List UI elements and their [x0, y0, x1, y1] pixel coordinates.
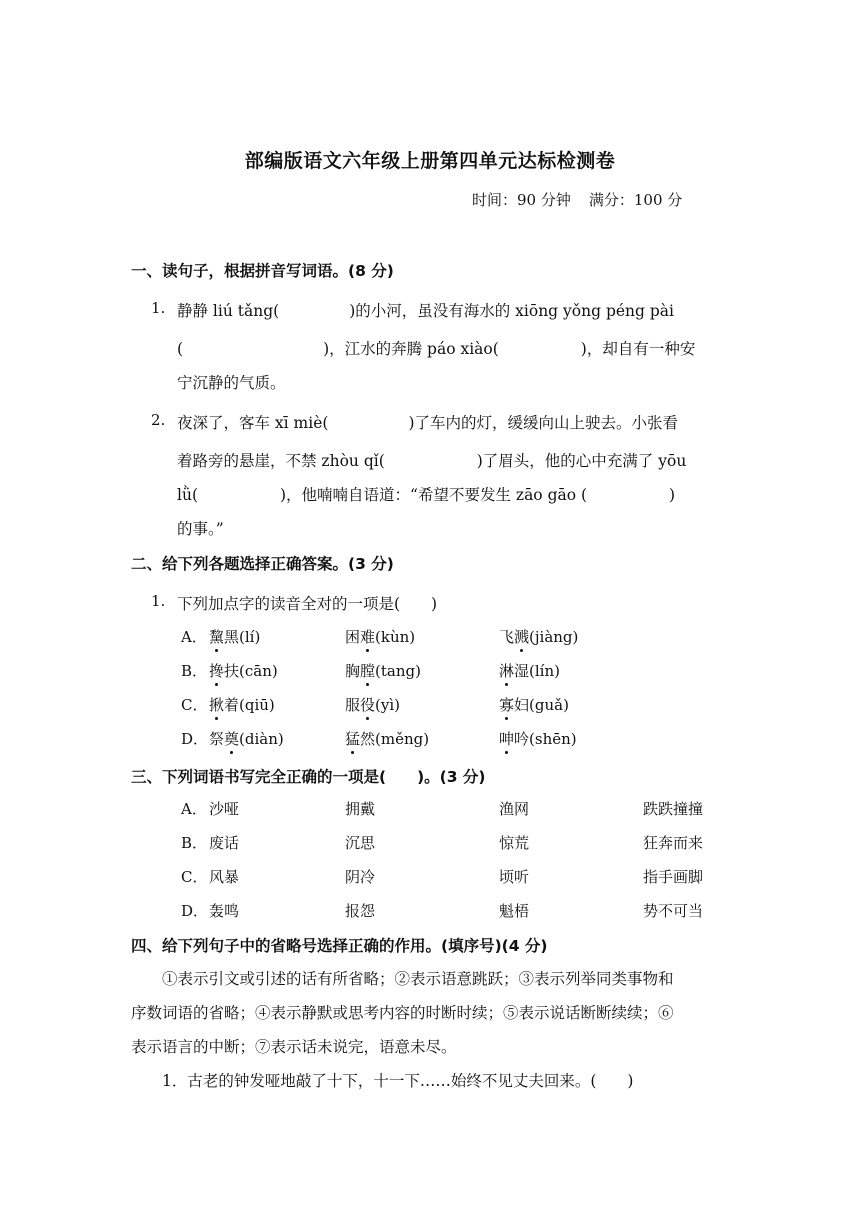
- section-4-heading: 四、给下列句子中的省略号选择正确的作用。(填序号)(4 分): [131, 937, 548, 955]
- option-word-4: 狂奔而来: [643, 834, 704, 852]
- s2-option-b[interactable]: [181, 660, 741, 684]
- section-1-heading: 一、读句子，根据拼音写词语。(8 分): [131, 262, 394, 280]
- s1-q2-line-3: lǜ( )，他喃喃自语道：“希望不要发生 zāo gāo ( ): [177, 486, 676, 504]
- s1-q1-line-2: ( )，江水的奔腾 páo xiào( )，却自有一种安: [177, 340, 696, 358]
- emphasis-dot-char: 揪: [209, 696, 225, 714]
- option-word-2: 困难(kùn): [345, 628, 416, 646]
- s1-q2-line-1: 夜深了，客车 xī miè( )了车内的灯，缓缓向山上驶去。小张看: [177, 414, 678, 432]
- s1-q1-line-1: 静静 liú tǎng( )的小河，虽没有海水的 xiōng yǒng péng pài: [177, 302, 674, 320]
- exam-meta: [472, 189, 682, 210]
- s1-q2-number: 2.: [151, 411, 166, 429]
- option-word-1: 祭奠(diàn): [209, 730, 284, 748]
- option-word-1: 黧黑(lí): [209, 628, 261, 646]
- s4-q1: 1．古老的钟发哑地敲了十下，十一下……始终不见丈夫回来。( ): [162, 1072, 634, 1090]
- option-word-1: 风暴: [209, 868, 240, 886]
- option-label: C．: [181, 868, 208, 886]
- option-word-3: 寡妇(guǎ): [499, 696, 569, 714]
- full-score: 满分：100 分: [588, 191, 683, 209]
- page-title: 部编版语文六年级上册第四单元达标检测卷: [244, 150, 616, 172]
- s2-option-c[interactable]: [181, 694, 741, 718]
- emphasis-dot-char: 淋: [499, 662, 515, 680]
- s3-option-c[interactable]: [181, 866, 741, 890]
- option-word-3: 顷听: [499, 868, 530, 886]
- s2-q1-number: 1.: [151, 592, 166, 610]
- option-word-1: 废话: [209, 834, 240, 852]
- option-label: A．: [181, 800, 207, 818]
- option-label: D．: [181, 902, 209, 920]
- option-word-3: 魁梧: [499, 902, 530, 920]
- emphasis-dot-char: 役: [360, 696, 376, 714]
- option-word-4: 指手画脚: [643, 868, 704, 886]
- emphasis-dot-char: 猛: [345, 730, 361, 748]
- option-word-2: 胸膛(tang): [345, 662, 421, 680]
- emphasis-dot-char: 呻: [499, 730, 515, 748]
- s4-intro-line-3: 表示语言的中断；⑦表示话未说完，语意未尽。: [131, 1038, 457, 1056]
- emphasis-dot-char: 难: [360, 628, 376, 646]
- option-word-3: 淋湿(lín): [499, 662, 560, 680]
- s1-q1-number: 1.: [151, 299, 166, 317]
- s4-intro-line-1: ①表示引文或引述的话有所省略；②表示语意跳跃；③表示列举同类事物和: [162, 970, 674, 988]
- s4-intro-line-2: 序数词语的省略；④表示静默或思考内容的时断时续；⑤表示说话断断续续；⑥: [131, 1004, 674, 1022]
- section-3-heading: 三、下列词语书写完全正确的一项是( )。(3 分): [131, 768, 486, 786]
- option-word-2: 阴冷: [345, 868, 376, 886]
- option-word-4: 跌跌撞撞: [643, 800, 704, 818]
- option-label: B．: [181, 834, 208, 852]
- emphasis-dot-char: 溅: [514, 628, 530, 646]
- option-word-1: 搀扶(cān): [209, 662, 278, 680]
- option-word-1: 沙哑: [209, 800, 240, 818]
- s3-option-b[interactable]: [181, 832, 741, 856]
- option-label: B．: [181, 662, 208, 680]
- option-word-2: 沉思: [345, 834, 376, 852]
- s1-q2-line-4: 的事。”: [177, 520, 224, 538]
- option-word-3: 渔网: [499, 800, 530, 818]
- option-word-1: 揪着(qiū): [209, 696, 275, 714]
- s1-q1-line-3: 宁沉静的气质。: [177, 374, 286, 392]
- option-word-4: 势不可当: [643, 902, 704, 920]
- option-word-3: 惊荒: [499, 834, 530, 852]
- emphasis-dot-char: 膛: [360, 662, 376, 680]
- s3-option-d[interactable]: [181, 900, 741, 924]
- option-word-3: 飞溅(jiàng): [499, 628, 579, 646]
- option-word-1: 轰鸣: [209, 902, 240, 920]
- section-2-heading: 二、给下列各题选择正确答案。(3 分): [131, 555, 394, 573]
- s2-q1-stem: 下列加点字的读音全对的一项是( ): [177, 595, 438, 613]
- option-word-2: 报怨: [345, 902, 376, 920]
- emphasis-dot-char: 黧: [209, 628, 225, 646]
- emphasis-dot-char: 奠: [224, 730, 240, 748]
- option-label: A．: [181, 628, 207, 646]
- emphasis-dot-char: 寡: [499, 696, 515, 714]
- option-word-2: 拥戴: [345, 800, 376, 818]
- time-limit: 时间：90 分钟: [472, 191, 571, 209]
- option-label: C．: [181, 696, 208, 714]
- option-word-3: 呻吟(shēn): [499, 730, 577, 748]
- option-word-2: 服役(yì): [345, 696, 401, 714]
- s3-option-a[interactable]: [181, 798, 741, 822]
- emphasis-dot-char: 搀: [209, 662, 225, 680]
- option-word-2: 猛然(měng): [345, 730, 430, 748]
- s1-q2-line-2: 着路旁的悬崖，不禁 zhòu qǐ( )了眉头，他的心中充满了 yōu: [177, 452, 687, 470]
- s2-option-d[interactable]: [181, 728, 741, 752]
- s2-option-a[interactable]: [181, 626, 741, 650]
- option-label: D．: [181, 730, 209, 748]
